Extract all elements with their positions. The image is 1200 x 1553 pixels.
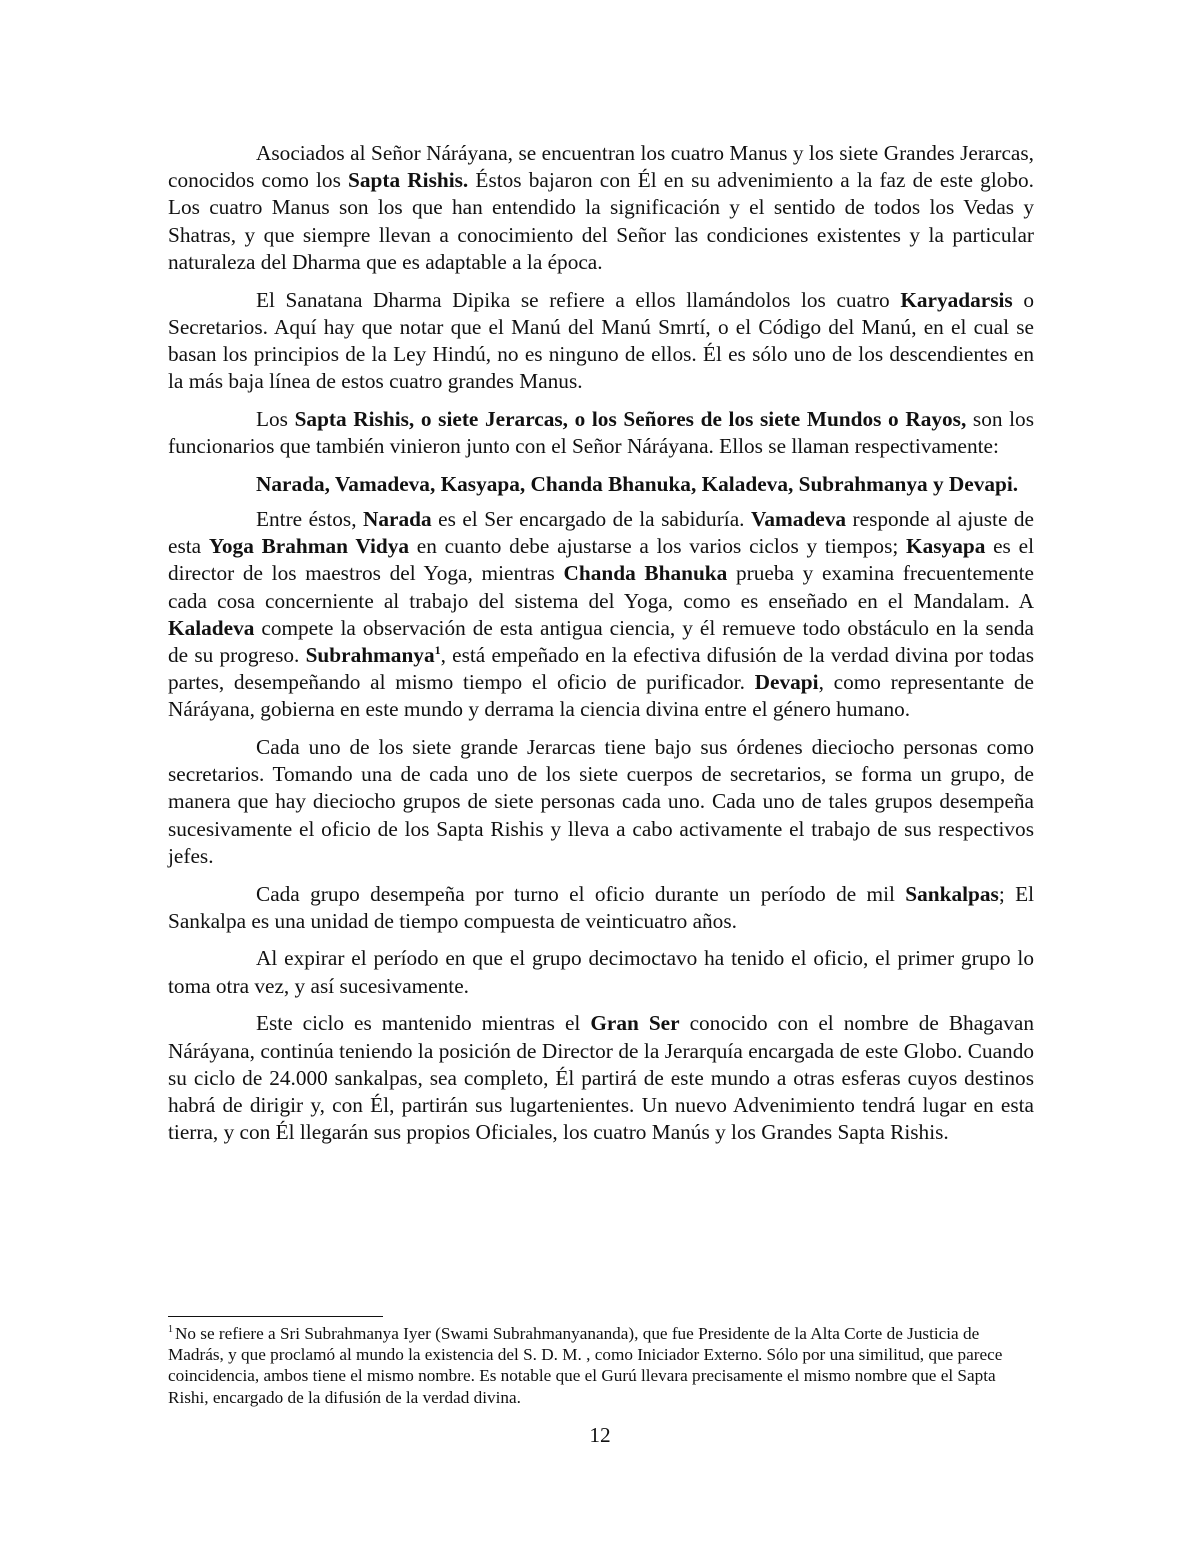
text-run: son los funcionarios que también vinieron junto con el Señor Náráyana. Ellos se llaman respectivamente: <box>168 406 1034 459</box>
paragraph <box>168 287 1034 396</box>
text-run: compete la observación de esta antigua ciencia, y él remueve todo obstáculo en la senda de su progreso. <box>168 615 1034 667</box>
bold-term: Vamadeva <box>750 506 847 531</box>
paragraph <box>168 140 1034 276</box>
text-run: prueba y examina frecuentemente cada cosa concerniente al trabajo del sistema del Yoga, como es enseñado en el Mandalam. A <box>168 561 1035 613</box>
text-run: es el Ser encargado de la sabiduría. <box>431 506 751 531</box>
bold-term: Gran Ser <box>590 1011 680 1036</box>
paragraph <box>168 506 1034 724</box>
footnote <box>168 1323 1034 1408</box>
text-run: Entre éstos, <box>256 506 364 531</box>
bold-term: Sapta Rishis. <box>348 168 469 193</box>
bold-term: Narada <box>363 506 432 531</box>
text-run: Este ciclo es mantenido mientras el <box>256 1011 591 1036</box>
bold-term: Kasyapa <box>906 534 986 559</box>
body-text <box>168 140 1034 1157</box>
page-number: 12 <box>589 1423 611 1447</box>
text-run: Los <box>256 406 295 431</box>
bold-term: Karyadarsis <box>900 287 1013 312</box>
text-run: responde al ajuste de esta <box>168 506 1035 559</box>
bold-term: Yoga Brahman Vidya <box>208 534 410 559</box>
text-run: conocido con el nombre de Bhagavan Náráyana, continúa teniendo la posición de Director de la Jerarquía encargada de este Globo. Cuando su ciclo de 24.000 sankalpas, sea completo, Él partirá de este mundo a otras esferas cuyos destinos habrá de dirigir y, con Él, partirán sus lugartenientes. Un nuevo Advenimiento tendrá lugar en esta tierra, y con Él llegarán sus propios Oficiales, los cuatro Manús y los Grandes Sapta Rishis. <box>168 1011 1034 1145</box>
bold-term: Subrahmanya <box>305 642 435 667</box>
text-run: es el director de los maestros del Yoga, mientras <box>168 534 1034 586</box>
text-run: El Sanatana Dharma Dipika se refiere a ellos llamándolos los cuatro <box>256 287 901 312</box>
paragraph <box>168 471 1034 498</box>
text-run: , está empeñado en la efectiva difusión de la verdad divina por todas partes, desempeñando al mismo tiempo el oficio de purificador. <box>168 642 1034 695</box>
bold-term: Kaladeva <box>168 615 255 640</box>
text-run: Asociados al Señor Náráyana, se encuentran los cuatro Manus y los siete Grandes Jerarcas, conocidos como los <box>168 141 1034 193</box>
text-run: o Secretarios. Aquí hay que notar que el Manú del Manú Smrtí, o el Código del Manú, en el cual se basan los principios de la Ley Hindú, no es ninguno de ellos. Él es sólo uno de los descendientes en la más baja línea de estos cuatro grandes Manus. <box>168 287 1034 394</box>
bold-term: Devapi <box>754 670 819 695</box>
text-run: en cuanto debe ajustarse a los varios ciclos y tiempos; <box>409 534 907 559</box>
footnote-separator <box>168 1316 383 1317</box>
paragraph <box>168 734 1034 870</box>
text-run: , como representante de Náráyana, gobierna en este mundo y derrama la ciencia divina entre el género humano. <box>168 670 1034 722</box>
bold-term: Chanda Bhanuka <box>563 561 728 586</box>
bold-term: Narada, Vamadeva, Kasyapa, Chanda Bhanuka, Kaladeva, Subrahmanya y Devapi. <box>256 471 1019 496</box>
bold-term: Sankalpas <box>905 881 999 906</box>
bold-term: Sapta Rishis, o siete Jerarcas, o los Señores de los siete Mundos o Rayos, <box>294 406 967 431</box>
text-run: ; El Sankalpa es una unidad de tiempo compuesta de veinticuatro años. <box>168 881 1034 933</box>
paragraph <box>168 945 1034 999</box>
text-run: Cada grupo desempeña por turno el oficio durante un período de mil <box>256 881 906 906</box>
text-run: Cada uno de los siete grande Jerarcas tiene bajo sus órdenes dieciocho personas como secretarios. Tomando una de cada uno de los siete cuerpos de secretarios, se forma un grupo, de manera que hay dieciocho grupos de siete personas cada uno. Cada uno de tales grupos desempeña sucesivamente el oficio de los Sapta Rishis y lleva a cabo activamente el trabajo de sus respectivos jefes. <box>168 735 1034 868</box>
paragraph <box>168 406 1034 460</box>
paragraph <box>168 1010 1034 1146</box>
text-run: Éstos bajaron con Él en su advenimiento a la faz de este globo. Los cuatro Manus son los que han entendido la significación y el sentido de todos los Vedas y Shatras, y que siempre llevan a conocimiento del Señor las condiciones existentes y la particular naturaleza del Dharma que es adaptable a la época. <box>168 168 1035 274</box>
text-run: Al expirar el período en que el grupo decimoctavo ha tenido el oficio, el primer grupo lo toma otra vez, y así sucesivamente. <box>168 946 1034 998</box>
paragraph <box>168 881 1034 935</box>
footnote-text: No se refiere a Sri Subrahmanya Iyer (Swami Subrahmanyananda), que fue Presidente de la Alta Corte de Justicia de Madrás, y que proclamó al mundo la existencia del S. D. M. , como Iniciador Externo. Sólo por una similitud, que parece coincidencia, ambos tiene el mismo nombre. Es notable que el Gurú llevara precisamente el mismo nombre que el Sapta Rishi, encargado de la difusión de la verdad divina. <box>168 1324 1003 1407</box>
footnote-marker: 1 <box>168 1324 173 1336</box>
footnote-reference: 1 <box>434 642 441 657</box>
